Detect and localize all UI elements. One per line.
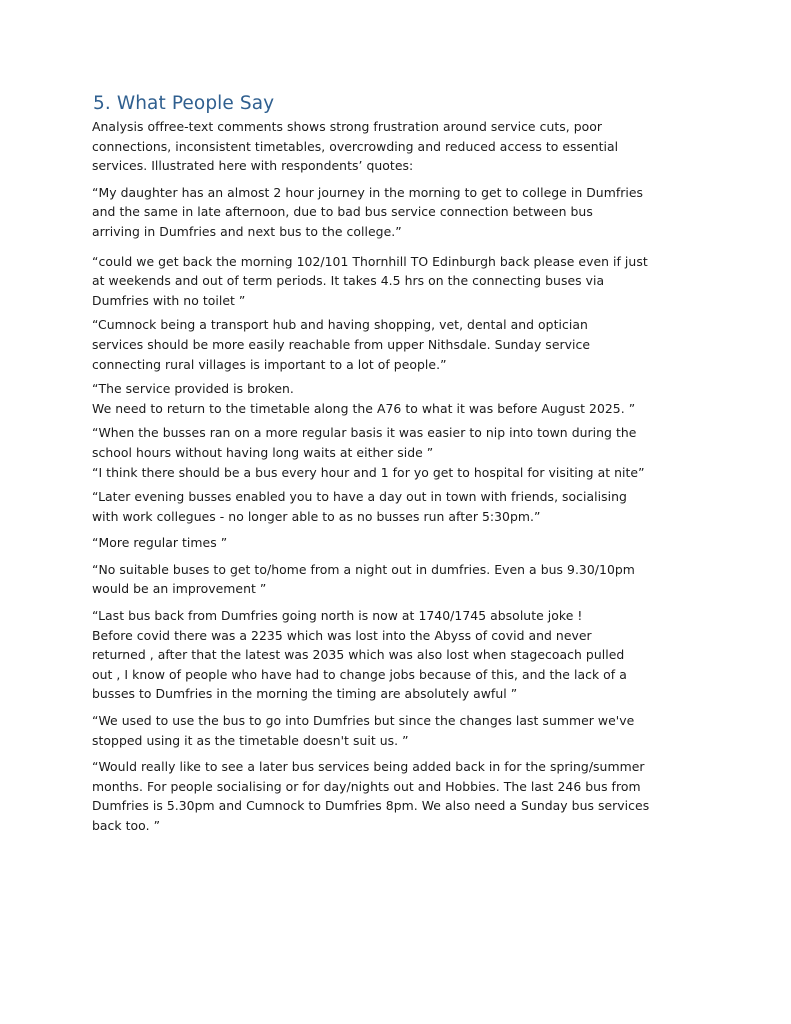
intro-line: connections, inconsistent timetables, overcrowding and reduced access to essential <box>92 138 619 154</box>
quote-7 <box>92 487 712 526</box>
intro-line: services. Illustrated here with respondents’ quotes: <box>92 158 414 174</box>
quote-line: “More regular times ” <box>92 535 228 551</box>
paragraph-spacer <box>92 750 712 757</box>
quote-line: and the same in late afternoon, due to bad bus service connection between bus <box>92 204 593 220</box>
quote-line: “The service provided is broken. <box>92 381 294 397</box>
section-heading: 5. What People Say <box>93 93 275 114</box>
quote-line: services should be more easily reachable from upper Nithsdale. Sunday service <box>92 336 591 352</box>
quote-8 <box>92 533 712 553</box>
section-content <box>92 92 712 836</box>
paragraph-spacer <box>92 553 712 560</box>
quote-line: busses to Dumfries in the morning the timing are absolutely awful ” <box>92 686 518 702</box>
quote-line: We need to return to the timetable along the A76 to what it was before August 2025. ” <box>92 400 636 416</box>
paragraph-spacer <box>92 599 712 606</box>
quote-line: back too. ” <box>92 818 161 833</box>
quote-line: “could we get back the morning 102/101 Thornhill TO Edinburgh back please even if just <box>92 253 648 269</box>
quote-line: “I think there should be a bus every hour and 1 for yo get to hospital for visiting at nite” <box>92 464 645 480</box>
quote-line: “Last bus back from Dumfries going north is now at 1740/1745 absolute joke ! <box>92 608 583 624</box>
quote-line: “Later evening busses enabled you to have a day out in town with friends, socialising <box>92 489 627 505</box>
quote-line: “We used to use the bus to go into Dumfries but since the changes last summer we've <box>92 713 635 729</box>
quote-4 <box>92 379 712 418</box>
quote-11 <box>92 711 712 750</box>
quote-line: arriving in Dumfries and next bus to the college.” <box>92 223 402 239</box>
quote-line: would be an improvement ” <box>92 581 267 597</box>
intro-paragraph <box>92 117 712 176</box>
quote-line: Dumfries with no toilet ” <box>92 292 246 308</box>
quote-5 <box>92 423 712 462</box>
quote-line: “No suitable buses to get to/home from a night out in dumfries. Even a bus 9.30/10pm <box>92 561 635 577</box>
quote-line: connecting rural villages is important to a lot of people.” <box>92 356 447 372</box>
quote-line: “Cumnock being a transport hub and having shopping, vet, dental and optician <box>92 317 588 333</box>
quote-3 <box>92 315 712 374</box>
quote-line: “When the busses ran on a more regular basis it was easier to nip into town during the <box>92 425 637 441</box>
quote-2 <box>92 252 712 311</box>
quote-line: returned , after that the latest was 2035 which was also lost when stagecoach pulled <box>92 647 625 663</box>
quote-line: “Would really like to see a later bus services being added back in for the spring/summer <box>92 759 645 775</box>
quote-12 <box>92 757 712 835</box>
paragraph-spacer <box>92 242 712 252</box>
paragraph-spacer <box>92 526 712 533</box>
quote-6 <box>92 463 712 483</box>
quote-line: Before covid there was a 2235 which was lost into the Abyss of covid and never <box>92 627 592 643</box>
quote-1 <box>92 183 712 242</box>
quote-line: “My daughter has an almost 2 hour journey in the morning to get to college in Dumfries <box>92 184 644 200</box>
quote-line: stopped using it as the timetable doesn't suit us. ” <box>92 732 409 748</box>
intro-line: Analysis offree-text comments shows strong frustration around service cuts, poor <box>92 119 603 134</box>
quote-line: Dumfries is 5.30pm and Cumnock to Dumfries 8pm. We also need a Sunday bus services <box>92 798 650 814</box>
quote-line: at weekends and out of term periods. It takes 4.5 hrs on the connecting buses via <box>92 273 605 289</box>
quote-line: months. For people socialising or for day/nights out and Hobbies. The last 246 bus from <box>92 778 641 794</box>
quote-9 <box>92 560 712 599</box>
quote-line: school hours without having long waits at either side ” <box>92 444 434 460</box>
quote-line: out , I know of people who have had to change jobs because of this, and the lack of a <box>92 666 627 682</box>
quote-line: with work collegues - no longer able to as no busses run after 5:30pm.” <box>92 508 541 524</box>
quote-10 <box>92 606 712 704</box>
paragraph-spacer <box>92 704 712 711</box>
